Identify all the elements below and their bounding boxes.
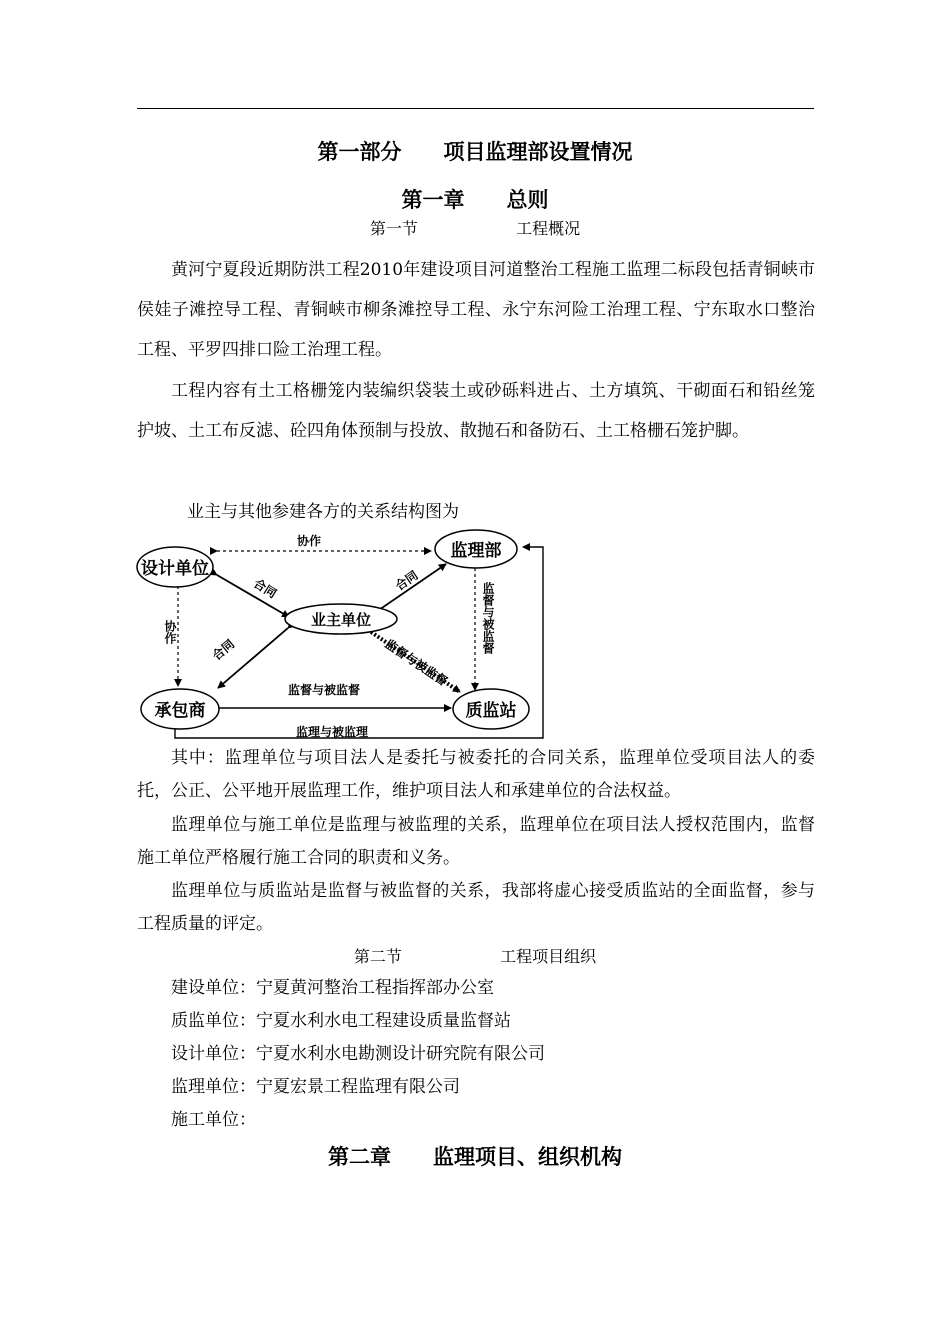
label-design-contractor: 协作 [163, 620, 177, 644]
node-owner [285, 604, 397, 634]
section-1-title: 工程概况 [516, 219, 581, 238]
relations-paragraph-2: 监理单位与施工单位是监理与被监理的关系，监理单位在项目法人授权范围内，监督施工单位严格履行施工合同的职责和义务。 [137, 815, 815, 868]
edge-design-owner [217, 575, 289, 617]
relations-paragraph-1: 其中：监理单位与项目法人是委托与被委托的合同关系，监理单位受项目法人的委托，公正、公平地开展监理工作，维护项目法人和承建单位的合法权益。 [137, 748, 815, 801]
node-owner-label: 业主单位 [310, 611, 372, 629]
org-line-design: 设计单位：宁夏水利水电勘测设计研究院有限公司 [171, 1044, 545, 1064]
org-line-construction: 建设单位：宁夏黄河整治工程指挥部办公室 [171, 978, 494, 998]
label-design-supervision: 协作 [296, 534, 322, 548]
label-owner-contractor: 合同 [209, 636, 238, 664]
intro-paragraph-1: 黄河宁夏段近期防洪工程2010年建设项目河道整治工程施工监理二标段包括青铜峡市侯娃子滩控导工程、青铜峡市柳条滩控导工程、永宁东河险工治理工程、宁东取水口整治工程、平罗四排口险工治理工程。 [137, 260, 815, 360]
label-owner-supervision: 合同 [392, 568, 421, 594]
intro-paragraph-2: 工程内容有土工格栅笼内装编织袋装土或砂砾料进占、土方填筑、干砌面石和铅丝笼护坡、土工布反滤、砼四角体预制与投放、散抛石和备防石、土工格栅石笼护脚。 [137, 381, 815, 441]
section-2-title: 工程项目组织 [500, 947, 597, 966]
part-title: 第一部分 项目监理部设置情况 [317, 140, 633, 164]
label-design-owner: 合同 [251, 576, 280, 601]
section-1-number: 第一节 [369, 219, 418, 238]
section-2-heading [0, 944, 950, 967]
section-1-heading [0, 216, 950, 239]
label-contractor-supervision: 监理与被监理 [295, 725, 369, 739]
relationship-diagram [133, 520, 553, 745]
node-design-label: 设计单位 [141, 559, 209, 579]
relations-paragraph-3: 监理单位与质监站是监督与被监督的关系，我部将虚心接受质监站的全面监督，参与工程质量的评定。 [137, 881, 815, 934]
node-contractor [141, 689, 219, 729]
org-line-contractor: 施工单位： [171, 1110, 256, 1130]
section-2-number: 第二节 [353, 947, 402, 966]
node-supervision [435, 530, 517, 568]
org-line-quality: 质监单位：宁夏水利水电工程建设质量监督站 [171, 1011, 511, 1031]
node-quality-station [453, 689, 529, 729]
label-owner-quality: 监督与被监督 [382, 636, 451, 689]
node-quality-label: 质监站 [465, 701, 517, 721]
label-supervision-quality: 监督与被监督 [481, 582, 495, 654]
header-rule [137, 108, 814, 109]
chapter-2-title: 第二章 监理项目、组织机构 [328, 1145, 622, 1169]
org-line-supervision: 监理单位：宁夏宏景工程监理有限公司 [171, 1077, 460, 1097]
chapter-1-title: 第一章 总则 [401, 188, 549, 212]
node-supervision-label: 监理部 [450, 541, 502, 561]
edge-owner-contractor [218, 628, 288, 688]
diagram-caption: 业主与其他参建各方的关系结构图为 [187, 502, 459, 522]
node-contractor-label: 承包商 [154, 701, 206, 721]
label-contractor-quality: 监督与被监督 [287, 683, 361, 697]
node-design-unit [137, 547, 213, 587]
